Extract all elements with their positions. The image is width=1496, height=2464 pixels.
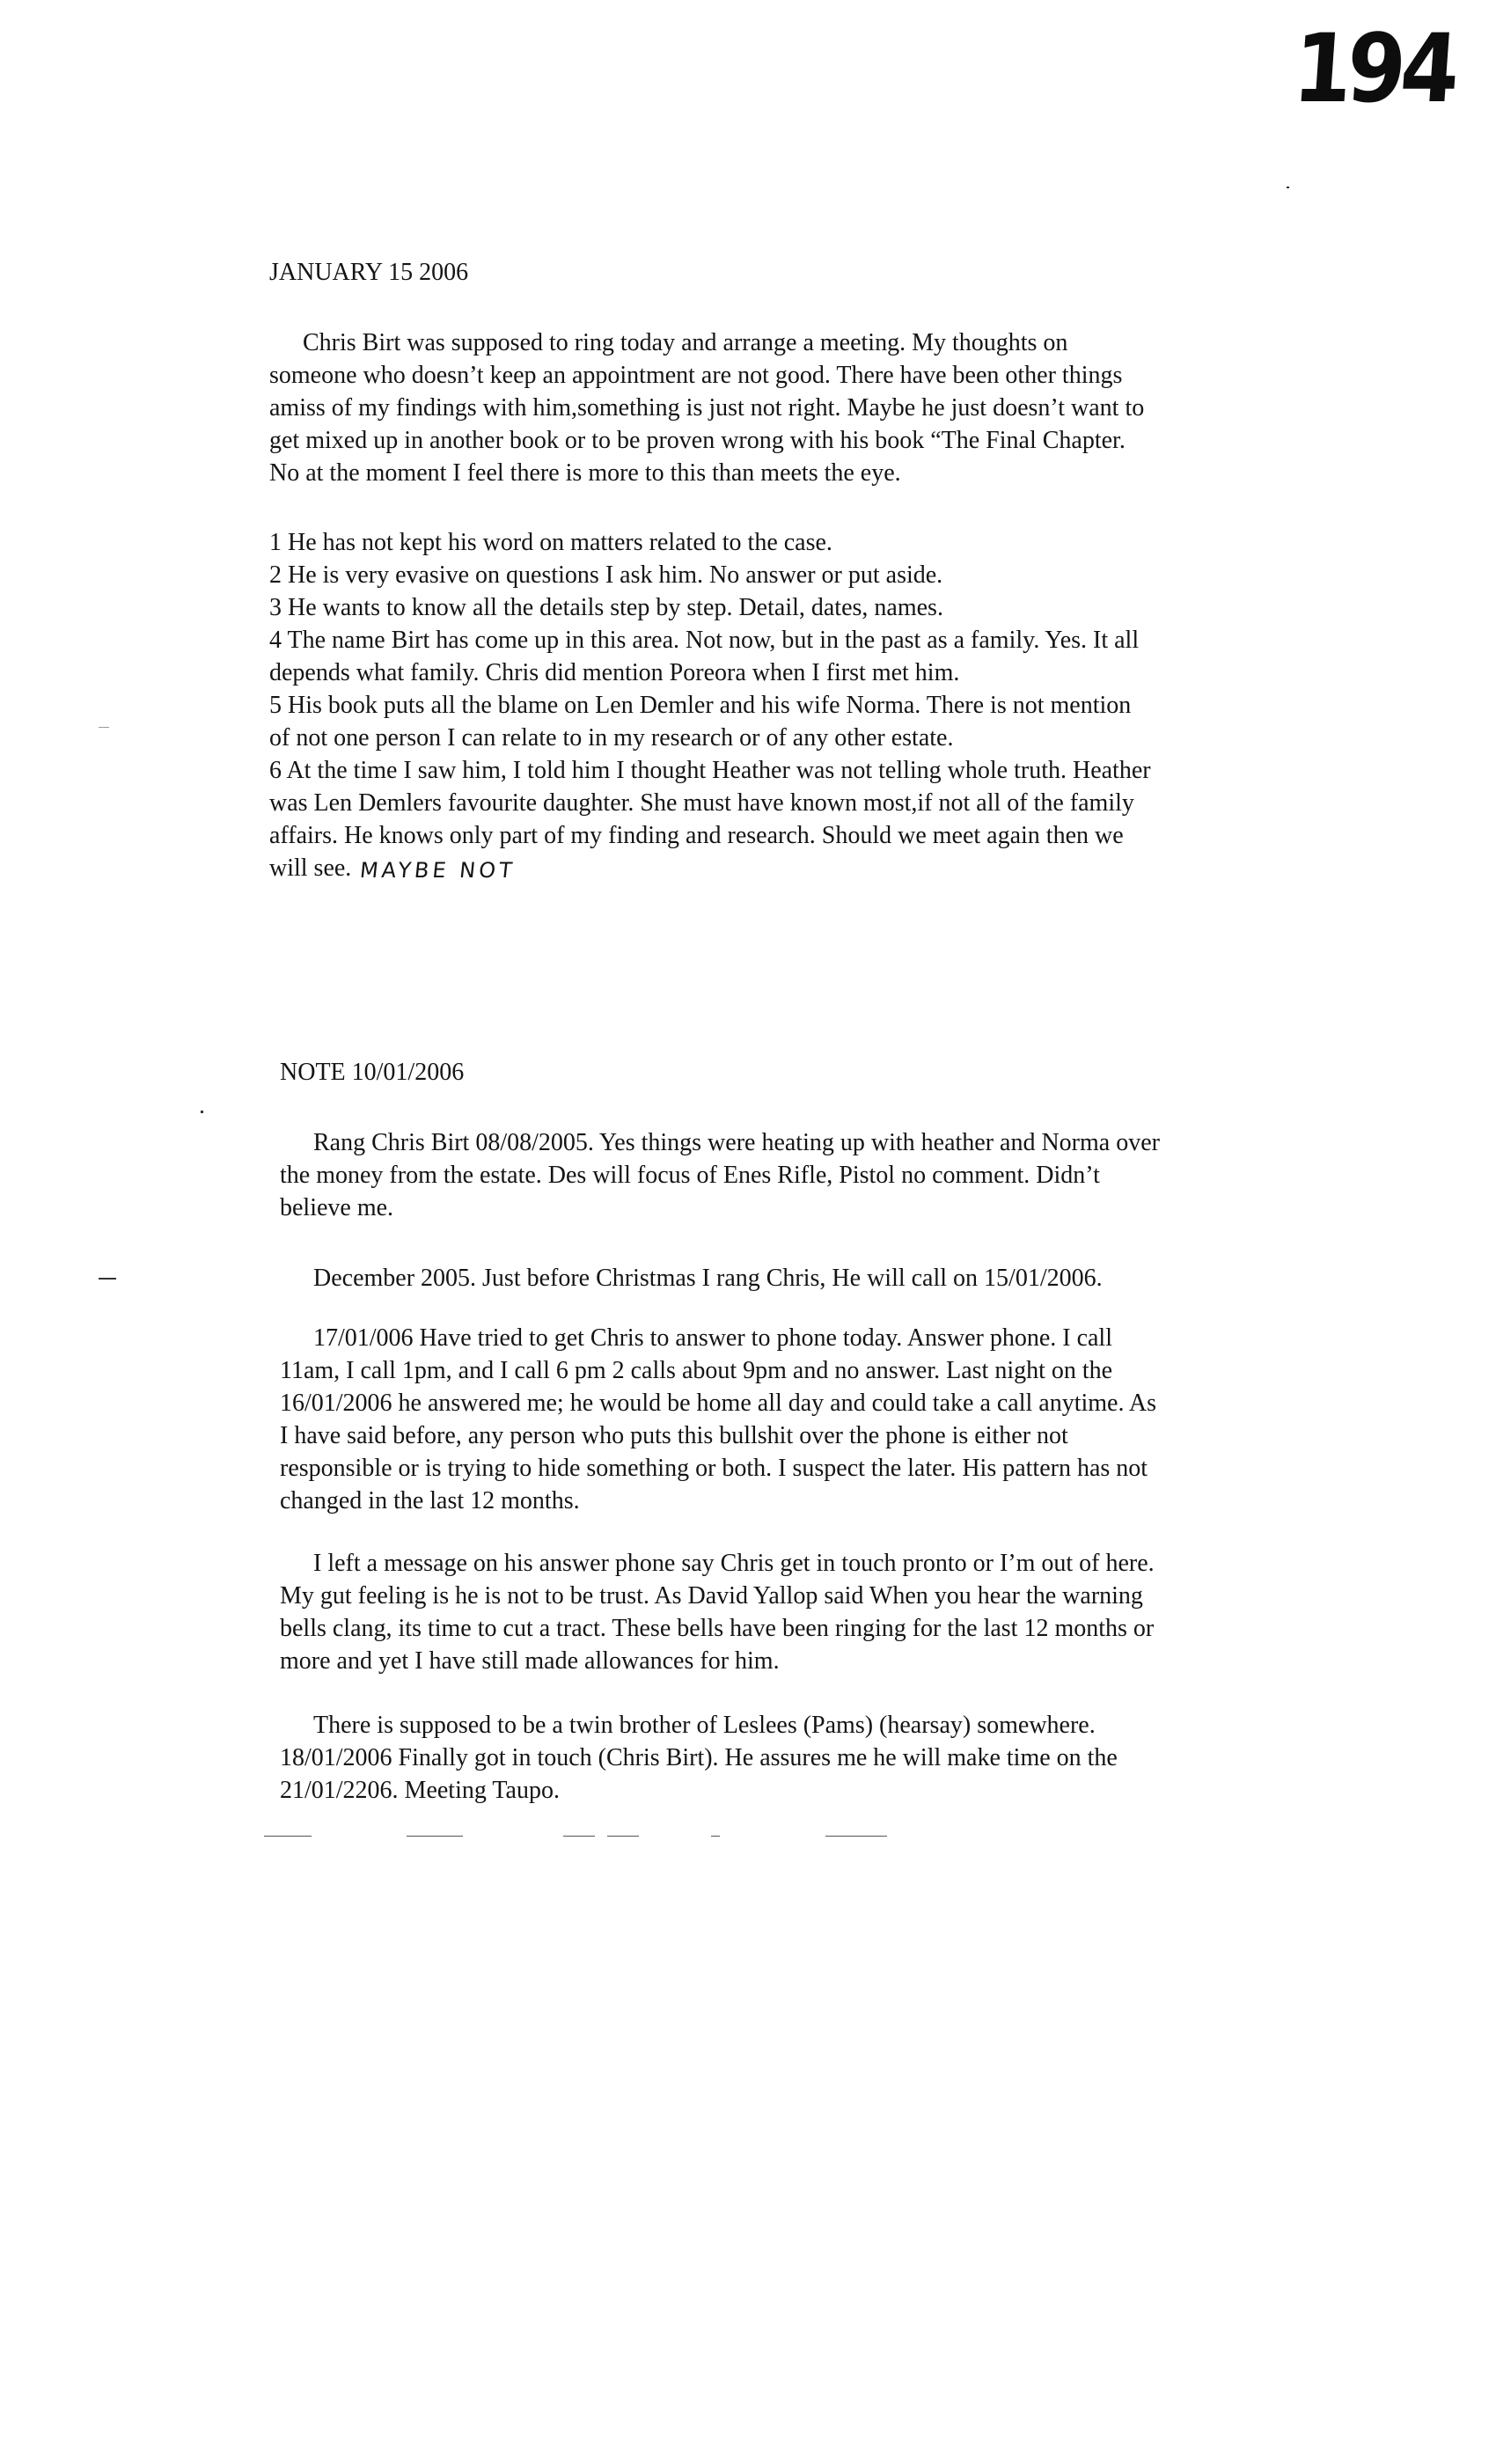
text-line: Rang Chris Birt 08/08/2005. Yes things were heating up with heather and Norma over [313, 1129, 1160, 1156]
list-item: 3 He wants to know all the details step by step. Detail, dates, names. [269, 594, 943, 621]
divider [563, 1836, 595, 1837]
text-line: more and yet I have still made allowances for him. [280, 1647, 780, 1675]
text-line: believe me. [280, 1194, 394, 1221]
text-line: My gut feeling is he is not to be trust. As David Yallop said When you hear the warning [280, 1582, 1143, 1610]
divider [825, 1836, 887, 1837]
list-item: was Len Demlers favourite daughter. She must have known most,if not all of the family [269, 789, 1134, 817]
list-item: 4 The name Birt has come up in this area. Not now, but in the past as a family. Yes. It all [269, 627, 1140, 654]
section1-intro [269, 326, 1144, 489]
text-line: amiss of my findings with him,something is just not right. Maybe he just doesn’t want to [269, 394, 1145, 422]
text-line: 16/01/2006 he answered me; he would be home all day and could take a call anytime. As [280, 1390, 1157, 1417]
text-line: will see. [269, 854, 352, 882]
section1-heading: JANUARY 15 2006 [269, 259, 469, 286]
text-line: I have said before, any person who puts this bullshit over the phone is either not [280, 1422, 1068, 1449]
list-item: 1 He has not kept his word on matters related to the case. [269, 529, 832, 556]
text-line: the money from the estate. Des will focus of Enes Rifle, Pistol no comment. Didn’t [280, 1162, 1100, 1189]
list-item [269, 852, 1151, 887]
scan-speck [201, 1111, 203, 1113]
section2-paragraph [280, 1262, 1103, 1294]
scan-speck [1287, 187, 1289, 188]
text-line: I left a message on his answer phone say Chris get in touch pronto or I’m out of here. [313, 1550, 1155, 1577]
list-item: affairs. He knows only part of my finding and research. Should we meet again then we [269, 822, 1124, 849]
text-line: December 2005. Just before Christmas I rang Chris, He will call on 15/01/2006. [313, 1265, 1103, 1292]
text-line: Chris Birt was supposed to ring today and arrange a meeting. My thoughts on [303, 329, 1068, 356]
list-item: depends what family. Chris did mention Poreora when I first met him. [269, 659, 960, 686]
scan-speck [99, 727, 109, 728]
text-line: get mixed up in another book or to be proven wrong with his book “The Final Chapter. [269, 427, 1126, 454]
section1-list [269, 526, 1151, 887]
list-item: of not one person I can relate to in my research or of any other estate. [269, 724, 954, 752]
section2-paragraph [280, 1126, 1160, 1224]
scan-speck [99, 1278, 116, 1280]
text-line: 17/01/006 Have tried to get Chris to answer to phone today. Answer phone. I call [313, 1324, 1112, 1352]
section2-paragraph [280, 1709, 1118, 1807]
text-line: No at the moment I feel there is more to this than meets the eye. [269, 459, 901, 487]
text-line: responsible or is trying to hide something or both. I suspect the later. His pattern has not [280, 1455, 1148, 1482]
list-item: 5 His book puts all the blame on Len Demler and his wife Norma. There is not mention [269, 692, 1132, 719]
text-line: 21/01/2206. Meeting Taupo. [280, 1777, 560, 1804]
section2-paragraph [280, 1322, 1156, 1517]
section2-heading: NOTE 10/01/2006 [280, 1059, 465, 1086]
text-line: 11am, I call 1pm, and I call 6 pm 2 calls about 9pm and no answer. Last night on the [280, 1357, 1113, 1384]
text-line: someone who doesn’t keep an appointment are not good. There have been other things [269, 362, 1123, 389]
handwritten-note: MAYBE NOT [358, 858, 517, 883]
list-item: 2 He is very evasive on questions I ask him. No answer or put aside. [269, 561, 943, 589]
divider [407, 1836, 463, 1837]
section2-paragraph [280, 1547, 1155, 1677]
text-line: changed in the last 12 months. [280, 1487, 580, 1514]
text-line: 18/01/2006 Finally got in touch (Chris Birt). He assures me he will make time on the [280, 1744, 1118, 1771]
text-line: There is supposed to be a twin brother of Leslees (Pams) (hearsay) somewhere. [313, 1712, 1096, 1739]
page-number: 194 [1289, 13, 1458, 124]
divider [607, 1836, 639, 1837]
list-item: 6 At the time I saw him, I told him I thought Heather was not telling whole truth. Heather [269, 757, 1151, 784]
divider [711, 1836, 720, 1837]
divider [264, 1836, 312, 1837]
text-line: bells clang, its time to cut a tract. These bells have been ringing for the last 12 months or [280, 1615, 1155, 1642]
